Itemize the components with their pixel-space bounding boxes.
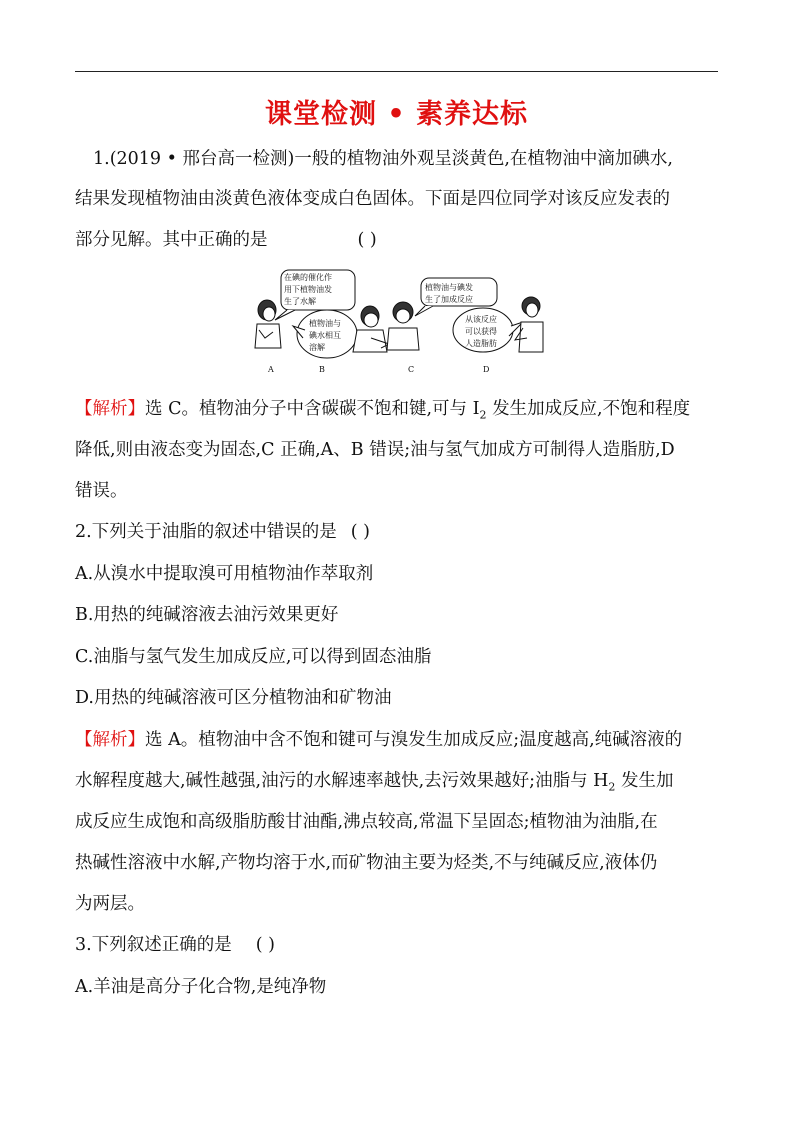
q1-illustration-svg: [245, 268, 545, 378]
figure-label-b: B: [319, 365, 325, 374]
q2-stem-text: 2.下列关于油脂的叙述中错误的是: [75, 522, 337, 542]
figure-label-a: A: [268, 365, 274, 374]
q1-answer-bracket: ( ): [357, 230, 377, 250]
q1-analysis-line2: 降低,则由液态变为固态,C 正确,A、B 错误;油与氢气加成方可制得人造脂肪,D: [75, 440, 675, 460]
q2-answer-bracket: ( ): [350, 522, 370, 542]
student-a-figure: [255, 300, 281, 348]
q2-option-d: D.用热的纯碱溶液可区分植物油和矿物油: [75, 688, 392, 708]
q2-analysis-tag: 【解析】: [75, 730, 145, 750]
bubble-c-line2: 生了加成反应: [425, 295, 473, 304]
q2-analysis-text-1: 选 A。植物油中含不饱和键可与溴发生加成反应;温度越高,纯碱溶液的: [145, 730, 683, 750]
q2-analysis-line4: 热碱性溶液中水解,产物均溶于水,而矿物油主要为烃类,不与纯碱反应,液体仍: [75, 853, 658, 873]
q3-stem-text: 3.下列叙述正确的是: [75, 935, 232, 955]
student-c-figure: [387, 302, 419, 350]
q1-analysis-text-a: 选 C。植物油分子中含碳碳不饱和键,可与 I: [145, 399, 480, 419]
q1-stem-line1: 1.(2019 • 邢台高一检测)一般的植物油外观呈淡黄色,在植物油中滴加碘水,: [93, 149, 673, 169]
bubble-a-line2: 用下植物油发: [284, 285, 332, 294]
q1-analysis-text-b: 发生加成反应,不饱和程度: [486, 399, 691, 419]
q1-analysis-tag: 【解析】: [75, 399, 145, 419]
q1-analysis-line3: 错误。: [75, 481, 128, 501]
q2-option-a: A.从溴水中提取溴可用植物油作萃取剂: [75, 564, 374, 584]
bubble-d-line2: 可以获得: [465, 327, 497, 336]
q1-illustration: [245, 268, 545, 378]
student-b-figure: [353, 306, 389, 352]
q2-analysis-subscript: 2: [608, 780, 616, 794]
page-title: 课堂检测 • 素养达标: [264, 99, 529, 130]
q1-stem-line3: [75, 227, 377, 253]
q2-stem: [75, 519, 370, 545]
q2-analysis-line5: 为两层。: [75, 894, 145, 914]
q2-analysis-line2: [75, 768, 673, 801]
q1-analysis-subscript: 2: [479, 408, 487, 422]
bubble-b-line3: 溶解: [309, 343, 325, 352]
q1-stem-line2: 结果发现植物油由淡黄色液体变成白色固体。下面是四位同学对该反应发表的: [75, 189, 670, 209]
q2-analysis-text-2b: 发生加: [615, 771, 674, 791]
q3-option-a: A.羊油是高分子化合物,是纯净物: [75, 977, 327, 997]
q2-option-c: C.油脂与氢气发生加成反应,可以得到固态油脂: [75, 647, 432, 667]
q2-analysis-text-2a: 水解程度越大,碱性越强,油污的水解速率越快,去污效果越好;油脂与 H: [75, 771, 609, 791]
q3-answer-bracket: ( ): [255, 935, 275, 955]
q2-analysis-line3: 成反应生成饱和高级脂肪酸甘油酯,沸点较高,常温下呈固态;植物油为油脂,在: [75, 812, 658, 832]
bubble-b-line2: 碘水相互: [309, 331, 341, 340]
bubble-c-line1: 植物油与碘发: [425, 283, 473, 292]
bubble-a-line1: 在碘的催化作: [284, 273, 332, 282]
q2-analysis-line1: [75, 727, 682, 753]
bubble-a-line3: 生了水解: [284, 297, 316, 306]
q1-analysis-line1: [75, 396, 690, 429]
bubble-d-line1: 从该反应: [465, 315, 497, 324]
q2-option-b: B.用热的纯碱溶液去油污效果更好: [75, 605, 339, 625]
top-rule: [75, 71, 718, 72]
bubble-d-line3: 人造脂肪: [465, 339, 497, 348]
q1-stem-text: 部分见解。其中正确的是: [75, 230, 268, 250]
figure-label-d: D: [483, 365, 490, 374]
bubble-b-line1: 植物油与: [309, 319, 341, 328]
figure-label-c: C: [408, 365, 415, 374]
q3-stem: [75, 932, 275, 958]
